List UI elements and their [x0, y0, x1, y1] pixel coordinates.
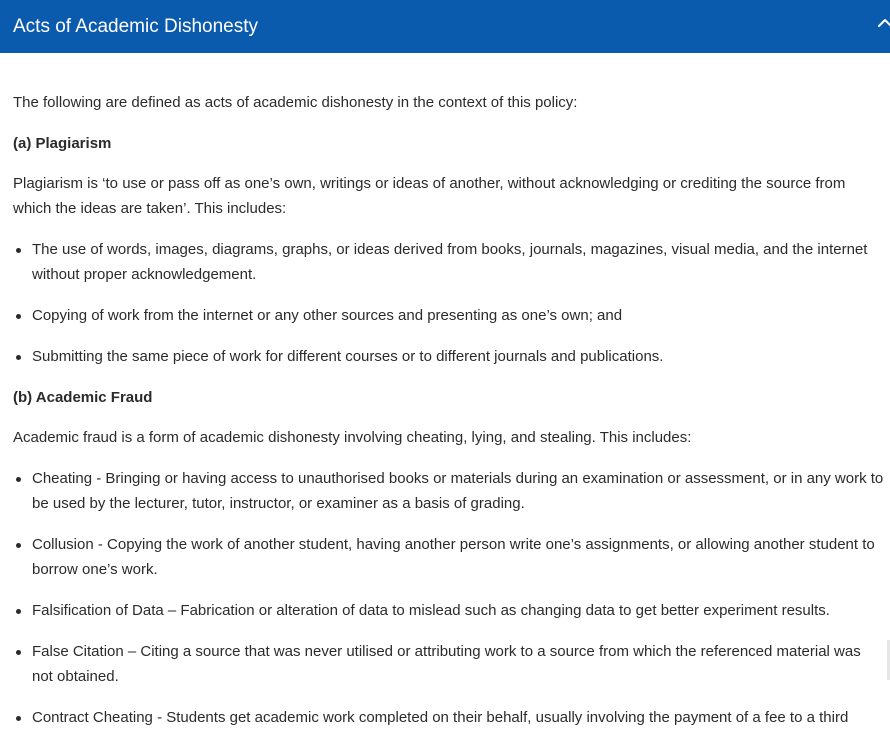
accordion-title: Acts of Academic Dishonesty	[13, 15, 258, 37]
list-item: The use of words, images, diagrams, graphs, or ideas derived from books, journals, magazines, visual media, and the internet without proper acknowledgement.	[13, 237, 885, 287]
section-heading-academic-fraud: (b) Academic Fraud	[13, 389, 153, 406]
academic-fraud-list	[13, 466, 885, 730]
chevron-up-icon[interactable]	[874, 12, 890, 34]
list-item: Contract Cheating - Students get academic work completed on their behalf, usually involving the payment of a fee to a third	[13, 705, 885, 730]
accordion-header[interactable]	[0, 0, 890, 53]
list-item: Cheating - Bringing or having access to unauthorised books or materials during an examination or assessment, or in any work to be used by the lecturer, tutor, instructor, or examiner as a basis of grading.	[13, 466, 885, 516]
list-item: Submitting the same piece of work for different courses or to different journals and publications.	[13, 344, 885, 369]
list-item: Collusion - Copying the work of another student, having another person write one’s assignments, or allowing another student to borrow one’s work.	[13, 532, 885, 582]
academic-fraud-description: Academic fraud is a form of academic dishonesty involving cheating, lying, and stealing. This includes:	[13, 429, 692, 446]
intro-text: The following are defined as acts of academic dishonesty in the context of this policy:	[13, 94, 578, 111]
plagiarism-description: Plagiarism is ‘to use or pass off as one’s own, writings or ideas of another, without acknowledging or crediting the source from which the ideas are taken’. This includes:	[13, 175, 846, 217]
accordion-content	[13, 90, 885, 746]
list-item: False Citation – Citing a source that was never utilised or attributing work to a source from which the referenced material was not obtained.	[13, 639, 885, 689]
section-heading-plagiarism: (a) Plagiarism	[13, 135, 112, 152]
list-item: Copying of work from the internet or any other sources and presenting as one’s own; and	[13, 303, 885, 328]
plagiarism-list	[13, 237, 885, 369]
list-item: Falsification of Data – Fabrication or alteration of data to mislead such as changing data to get better experiment results.	[13, 598, 885, 623]
